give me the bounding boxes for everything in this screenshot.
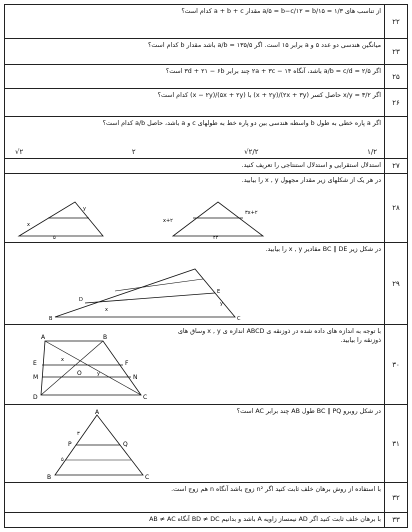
label-x-plus-2: x+۲ <box>163 218 173 224</box>
label-D: D <box>79 297 83 303</box>
question-number <box>384 117 407 158</box>
label-x: x <box>27 222 30 228</box>
question-text: از تناسب های a/۵ = b−c/۱۲ = b/۱۵ = ۱/۳ مقدار a + b + c کدام است؟ <box>181 8 381 15</box>
choice-3[interactable]: √۲/۲ <box>244 148 259 156</box>
question-row <box>5 5 407 39</box>
question-text: اگر x/y = ۳/۲ حاصل کسر (۲x + ۳y)/(x + ۲y) با (۵x + ۲y)/(x − ۲y) کدام است؟ <box>157 92 381 99</box>
question-number: ۲۵ <box>384 65 407 88</box>
question-number: ۲۷ <box>384 159 407 173</box>
label-Q: Q <box>123 441 128 448</box>
exam-page <box>4 4 408 528</box>
question-number: ۲۶ <box>384 89 407 116</box>
label-5: ۵ <box>61 457 64 463</box>
choice-4[interactable]: ۱/۲ <box>367 148 377 156</box>
choice-1[interactable]: √۲ <box>15 148 24 156</box>
question-row <box>5 174 407 243</box>
question-text: میانگین هندسی دو عدد ۵ و a برابر ۱۵ است. اگر a/b = ۱۳۵/۵ باشد مقدار b کدام است؟ <box>148 42 381 49</box>
label-N: N <box>133 374 138 381</box>
question-number: ۳۱ <box>384 405 407 482</box>
question-number: ۲۲ <box>384 5 407 38</box>
question-text: اگر a پاره خطی به طول b واسطه هندسی بین دو پاره خط به طولهای c و a باشد، حاصل a/b کدام است؟ <box>102 120 381 127</box>
label-C: C <box>237 316 241 322</box>
label-A: A <box>95 409 100 416</box>
label-y: y <box>97 371 100 377</box>
question-row <box>5 159 407 174</box>
label-24: ۲۴ <box>213 235 219 240</box>
label-C: C <box>143 394 148 401</box>
label-B: B <box>47 474 52 481</box>
question-text: با برهان خلف ثابت کنید اگر AD نیمساز زاویه A باشد و بدانیم BD ≠ DC آنگاه AB ≠ AC <box>149 516 381 523</box>
question-text: استدلال استقرایی و استدلال استنتاجی را تعریف کنید. <box>241 162 381 169</box>
question-row <box>5 483 407 513</box>
label-x: x <box>61 357 64 363</box>
label-y: y <box>220 301 223 307</box>
question-text: در هر یک از شکلهای زیر مقدار مجهول x , y را بیابید. <box>241 177 381 184</box>
label-O: O <box>77 370 82 377</box>
question-text: با توجه به اندازه های داده شده در ذوزنقه ی ABCD اندازه ی x , y وساق های ذوزنقه را بیابید. <box>177 328 381 345</box>
label-D: D <box>33 394 38 401</box>
question-text: اگر a/b = c/d = ۲/۵ باشد، آنگاه ۲a + ۳c − ۱۴ چند برابر ۳d + ۲۱ − ۶b است؟ <box>165 68 381 75</box>
label-x: x <box>105 307 108 313</box>
label-M: M <box>33 374 39 381</box>
question-number: ۲۳ <box>384 39 407 64</box>
question-row <box>5 39 407 65</box>
question-row <box>5 117 407 159</box>
label-F: F <box>125 360 129 367</box>
label-B: B <box>103 334 108 341</box>
question-row <box>5 89 407 117</box>
label-C: C <box>145 474 150 481</box>
label-3: ۳ <box>77 431 80 437</box>
figure-29 <box>45 265 255 323</box>
question-text: در شکل روبرو BC ∥ PQ طول AB چند برابر AC است؟ <box>236 408 381 415</box>
label-A: A <box>41 334 46 341</box>
figure-31 <box>35 409 155 481</box>
question-row <box>5 513 407 527</box>
question-number: ۲۹ <box>384 243 407 324</box>
figure-28 <box>13 196 343 240</box>
question-row <box>5 325 407 405</box>
answer-choices <box>15 148 377 156</box>
label-5: ۵ <box>53 235 56 240</box>
label-E: E <box>217 289 221 295</box>
label-y: y <box>83 206 86 212</box>
question-number: ۳۲ <box>384 483 407 512</box>
label-E: E <box>33 360 37 367</box>
choice-2[interactable]: ۲ <box>131 148 136 156</box>
question-row <box>5 65 407 89</box>
question-number: ۲۸ <box>384 174 407 242</box>
question-text: در شکل زیر BC ∥ DE مقادیر x , y را بیابید. <box>265 246 381 253</box>
question-number: ۳۳ <box>384 513 407 527</box>
label-B: B <box>49 316 53 322</box>
figure-30 <box>11 331 161 403</box>
label-P: P <box>68 441 72 448</box>
label-3x-plus-2: ۳x+۲ <box>245 210 258 216</box>
question-row <box>5 243 407 325</box>
question-row <box>5 405 407 483</box>
question-number: ۳۰ <box>384 325 407 404</box>
question-text: با استفاده از روش برهان خلف ثابت کنید اگر n² زوج باشد آنگاه n هم زوج است. <box>171 486 381 493</box>
